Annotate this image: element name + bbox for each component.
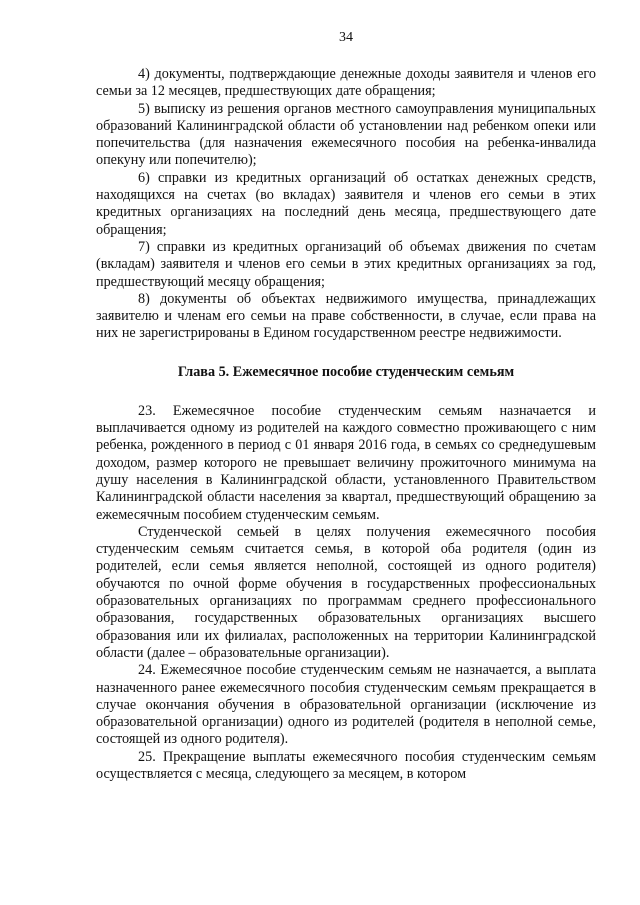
chapter-heading: Глава 5. Ежемесячное пособие студенческим семьям	[177, 363, 515, 380]
page-number: 34	[339, 30, 353, 45]
list-item-6: 6) справки из кредитных организаций об остатках денежных средств, находящихся на счетах (во вкладах) заявителя и членов его семьи в этих кредитных организациях на последний день месяца, предшествующего дате обращения;	[96, 169, 596, 238]
list-item-7: 7) справки из кредитных организаций об объемах движения по счетам (вкладам) заявителя и членов его семьи в этих кредитных организациях за год, предшествующий месяцу обращения;	[96, 238, 596, 290]
list-item-5: 5) выписку из решения органов местного самоуправления муниципальных образований Калининградской области об установлении над ребенком опеки или попечительства (для назначения ежемесячного пособия на ребенка-инвалида опекуну или попечителю);	[96, 100, 596, 169]
list-item-8: 8) документы об объектах недвижимого имущества, принадлежащих заявителю и членам его семьи на праве собственности, в случае, если права на них не зарегистрированы в Едином государственном реестре недвижимости.	[96, 290, 596, 342]
paragraph-23: 23. Ежемесячное пособие студенческим семьям назначается и выплачивается одному из родителей на каждого совместно проживающего с ним ребенка, рожденного в период с 01 января 2016 года, в семьях со среднедушевым доходом, размер которого не превышает величину прожиточного минимума на душу населения в Калининградской области, установленного Правительством Калининградской области населения за квартал, предшествующий обращению за ежемесячным пособием студенческим семьям.	[96, 402, 596, 523]
paragraph-24: 24. Ежемесячное пособие студенческим семьям не назначается, а выплата назначенного ранее ежемесячного пособия студенческим семьям прекращается в случае окончания обучения в образовательной организации (исключение из образовательной организации) одного из родителей (родителя в неполной семье, состоящей из одного родителя).	[96, 662, 596, 748]
paragraph-25: 25. Прекращение выплаты ежемесячного пособия студенческим семьям осуществляется с месяца, следующего за месяцем, в котором	[96, 748, 596, 782]
list-item-4: 4) документы, подтверждающие денежные доходы заявителя и членов его семьи за 12 месяцев, предшествующих дате обращения;	[96, 66, 596, 100]
paragraph-student-family-definition: Студенческой семьей в целях получения ежемесячного пособия студенческим семьям считается семья, в которой оба родителя (один из родителей, если семья является неполной, состоящей из одного родителя) обучаются по очной форме обучения в государственных профессиональных образовательных организациях по программам среднего профессионального образования, государственных образовательных организациях высшего образования или их филиалах, расположенных на территории Калининградской области (далее – образовательные организации).	[96, 523, 596, 661]
